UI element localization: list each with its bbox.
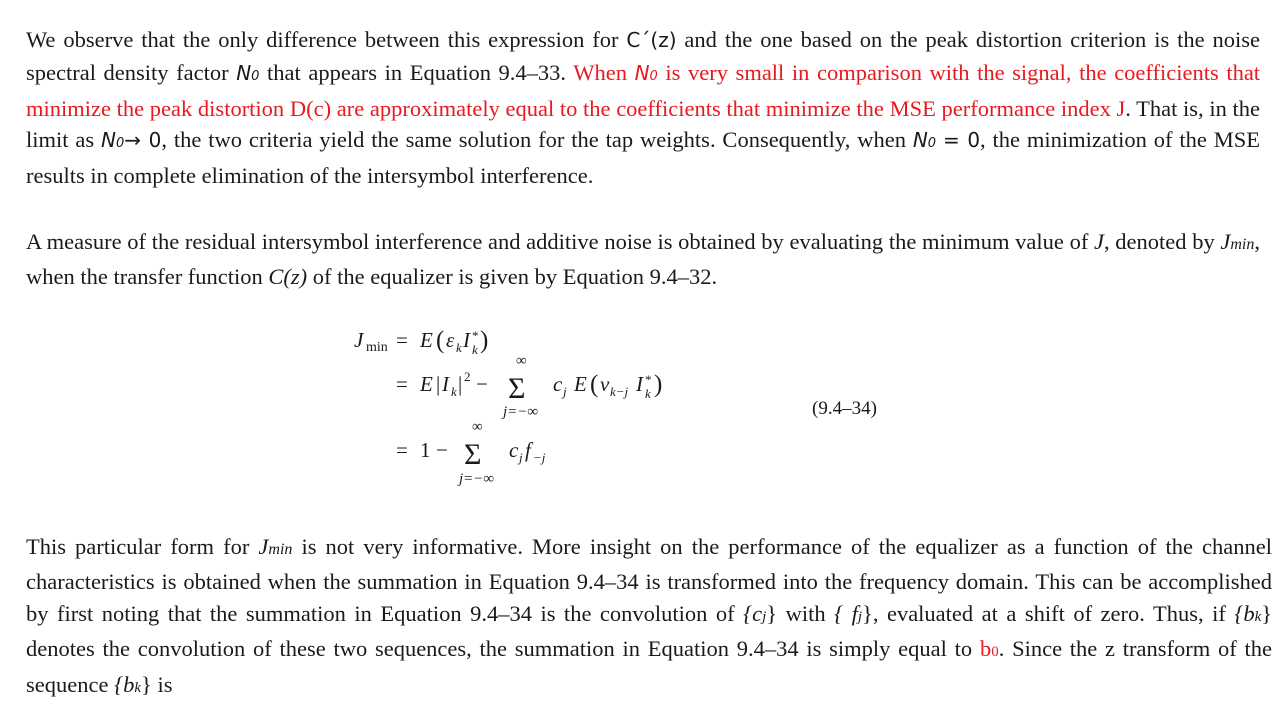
p1-text-5: , the two criteria yield the same solution for the tap weights. Consequently, when — [161, 127, 906, 153]
p2-text-2: , denoted by — [1104, 229, 1215, 254]
eq-l1-min: min — [366, 340, 388, 355]
p3-text-4: denotes the convolution of these two sequences, the summation in Equation 9.4–34 is simply equal to — [26, 636, 973, 662]
eq-l2-eq: = — [396, 372, 408, 396]
eq-l3-c: c — [509, 438, 519, 462]
p3-text-5: . Since the z transform of the sequence — [26, 636, 1273, 698]
eq-l1-E: E — [420, 328, 433, 352]
eq-l3-one: 1 — [420, 438, 431, 462]
n0-symbol: N0 — [101, 128, 125, 153]
eq-l2-star: * — [645, 372, 652, 387]
eq-l3-minus: − — [436, 438, 448, 462]
jmin-symbol: Jmin — [258, 534, 293, 559]
p1-text-3: that appears in Equation 9.4–33. — [267, 59, 567, 85]
eq-l2-kmj: k−j — [610, 384, 629, 399]
p3-text-1: This particular form for — [26, 534, 250, 559]
eq-l2-v: v — [600, 372, 610, 396]
eq-l1-I: I — [463, 328, 470, 352]
p3-text-6: is — [157, 672, 173, 698]
eq-l2-E: E — [420, 372, 433, 396]
p2-text-1: A measure of the residual intersymbol interference and additive noise is obtained by evaluating the minimum value of — [26, 229, 1089, 254]
with-word: with — [785, 600, 826, 626]
p1-text-6: , the minimization of the MSE results in complete elimination of the intersymbol interference. — [26, 127, 1261, 189]
j-symbol: J — [1094, 229, 1104, 254]
eq-l2-rparen: ) — [654, 371, 663, 398]
eq-l1-lparen: ( — [436, 327, 445, 354]
eq-l2-E2: E — [574, 372, 587, 396]
eq-l2-minus: − — [476, 372, 488, 396]
n0-symbol: N0 — [236, 60, 260, 85]
p3-text-3: , evaluated at a shift of zero. Thus, if — [872, 600, 1226, 626]
jmin-symbol: Jmin — [1220, 229, 1255, 254]
eq-l1-J: J — [354, 328, 364, 352]
eq-l2-I2: I — [636, 372, 643, 396]
eq-l2-lower: j=−∞ — [503, 404, 539, 420]
eq-l2-k: k — [451, 384, 457, 399]
c-prime-z: C´(z) — [626, 28, 677, 52]
p3-text-2: is not very informative. More insight on the performance of the equalizer as a function of the channel characteristics is obtained when the summation in Equation 9.4–34 is transformed into the frequency domain. This can be accomplished by first noting that the summation in Equation 9.4–34 is the convolution of — [26, 534, 1273, 626]
paragraph-mse-vs-peak-distortion — [26, 24, 1260, 192]
p2-text-4: of the equalizer is given by Equation 9.4–32. — [312, 263, 718, 289]
p2-text-3: , when the transfer function — [26, 229, 1260, 289]
equals-zero: = 0 — [942, 128, 981, 153]
p1-red-text: When N0 is very small in comparison with the signal, the coefficients that minimize the peak distortion D(c) are approximately equal to the coefficients that minimize the MSE performance index J — [26, 59, 1261, 121]
eq-l1-epsilon: ε — [446, 328, 455, 352]
bk-sequence-2: {bk} — [114, 672, 152, 698]
bk-sequence: {bk} — [1234, 600, 1273, 626]
eq-l2-k2: k — [645, 386, 651, 401]
fj-sequence: { fj} — [834, 600, 873, 626]
eq-l2-sigma: Σ — [508, 372, 526, 405]
eq-l3-mj: −j — [533, 450, 546, 465]
eq-l2-sq: 2 — [464, 369, 471, 384]
paragraph-residual-measure — [26, 226, 1260, 293]
cz-symbol: C(z) — [268, 263, 308, 289]
eq-l1-rparen: ) — [480, 327, 489, 354]
p1-text-2: and the one based on the peak distortion criterion is the noise spectral density factor — [26, 27, 1261, 85]
eq-l3-f: f — [525, 438, 531, 462]
eq-label: (9.4–34) — [812, 398, 877, 419]
n0-symbol: N0 — [912, 128, 937, 153]
eq-l1-k2: k — [472, 342, 478, 357]
eq-l1-star: * — [472, 328, 479, 343]
arrow-zero: → 0 — [124, 128, 162, 153]
eq-l2-I: I — [442, 372, 449, 396]
eq-l1-k: k — [456, 340, 462, 355]
eq-l3-inf: ∞ — [472, 419, 483, 435]
eq-l2-lparen: ( — [590, 371, 599, 398]
eq-l2-cj: j — [563, 384, 567, 399]
cj-sequence: {cj} — [743, 600, 778, 626]
n0-symbol: N0 — [634, 60, 658, 85]
paragraph-jmin-frequency-domain — [26, 531, 1272, 705]
b0-symbol: b0 — [979, 636, 999, 662]
eq-l3-sigma: Σ — [464, 438, 482, 471]
eq-l2-absr: | — [458, 372, 463, 396]
eq-l3-lower: j=−∞ — [459, 471, 495, 487]
p1-text-4: . That is, in the limit as — [26, 95, 1260, 153]
eq-l2-absl: | — [436, 372, 441, 396]
p1-text-1: We observe that the only difference between this expression for — [26, 27, 619, 52]
eq-l3-eq: = — [396, 438, 408, 462]
eq-l3-cj: j — [519, 450, 523, 465]
eq-l1-eq: = — [396, 328, 408, 352]
eq-l2-inf: ∞ — [516, 353, 527, 369]
eq-l2-c: c — [553, 372, 563, 396]
